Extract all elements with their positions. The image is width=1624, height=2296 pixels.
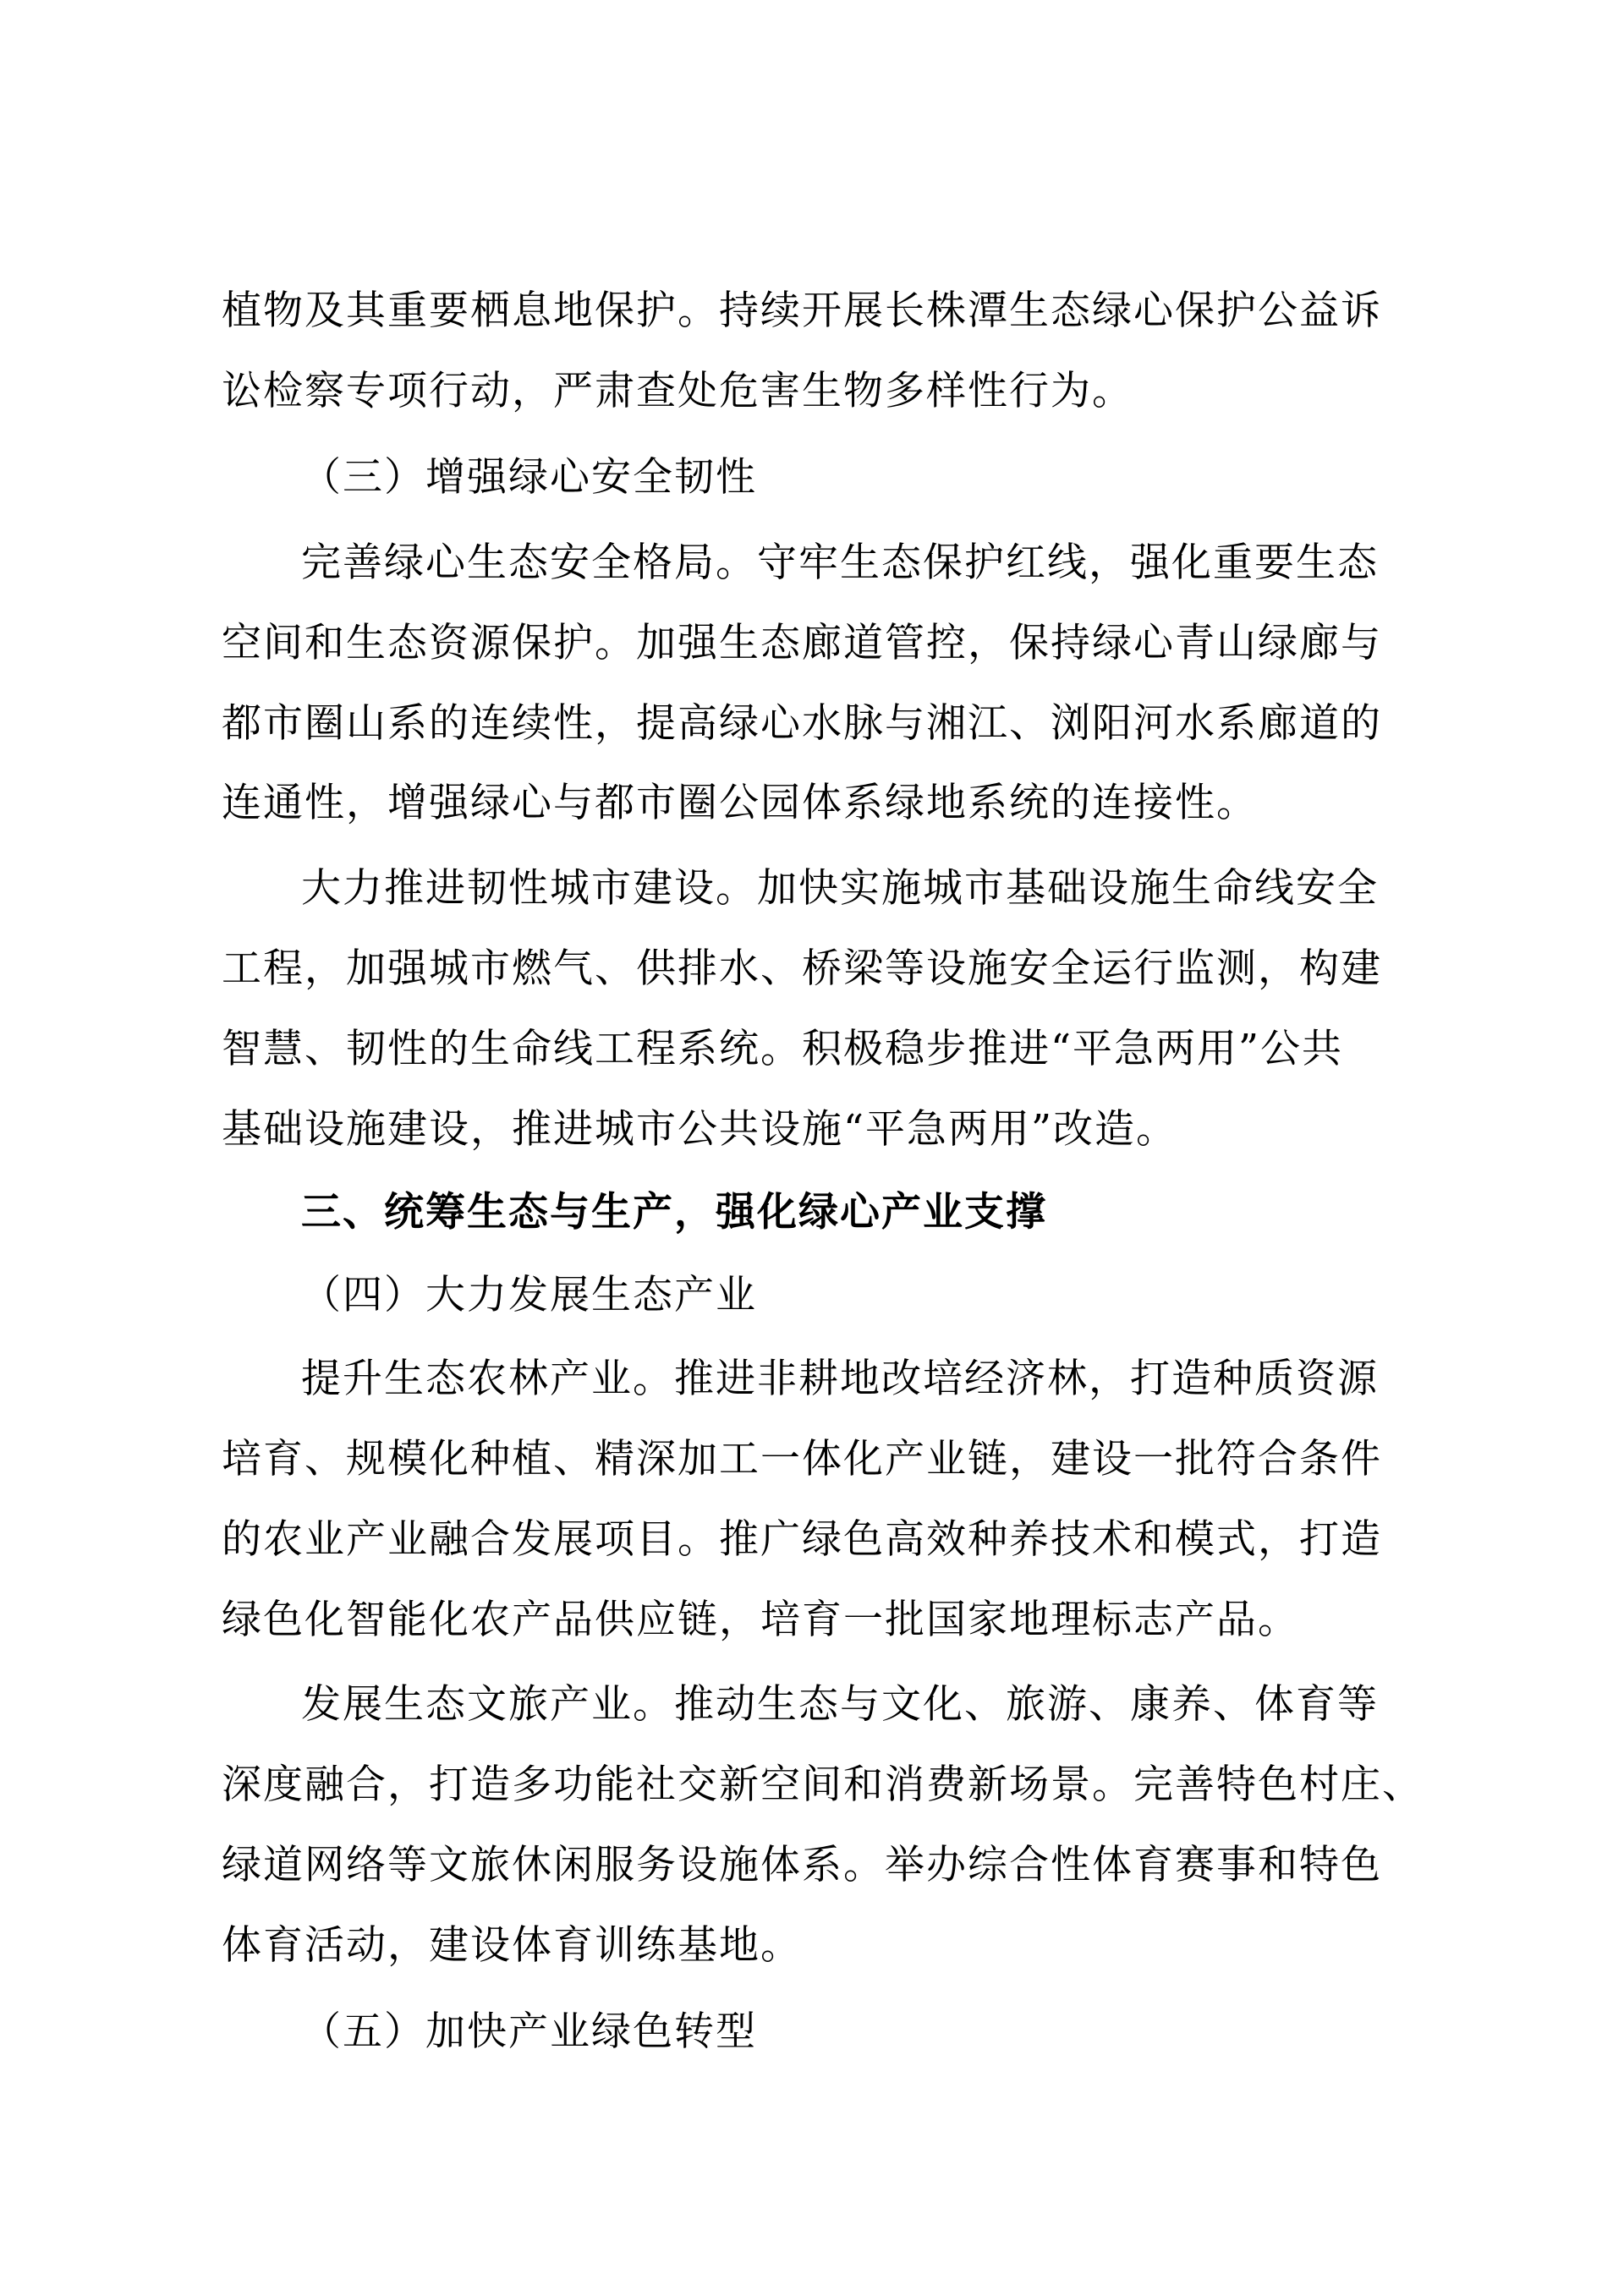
paragraph-line: 体育活动，建设体育训练基地。 [222, 1922, 802, 1969]
paragraph-line: 都市圈山系的连续性，提高绿心水脉与湘江、浏阳河水系廊道的 [222, 700, 1382, 747]
paragraph-line: 讼检察专项行动，严肃查处危害生物多样性行为。 [222, 368, 1133, 414]
paragraph-line: 空间和生态资源保护。加强生态廊道管控，保持绿心青山绿廊与 [222, 620, 1382, 666]
paragraph-line: 提升生态农林产业。推进非耕地改培经济林，打造种质资源 [301, 1356, 1379, 1402]
paragraph-line: 发展生态文旅产业。推动生态与文化、旅游、康养、体育等 [301, 1681, 1379, 1728]
paragraph-line: 的农业产业融合发展项目。推广绿色高效种养技术和模式，打造 [222, 1516, 1382, 1563]
paragraph-line: 植物及其重要栖息地保护。持续开展长株潭生态绿心保护公益诉 [222, 288, 1382, 334]
paragraph-line: 完善绿心生态安全格局。守牢生态保护红线，强化重要生态 [301, 540, 1379, 586]
paragraph-line: 智慧、韧性的生命线工程系统。积极稳步推进“平急两用”公共 [222, 1026, 1344, 1072]
paragraph-line: 绿色化智能化农产品供应链，培育一批国家地理标志产品。 [222, 1597, 1299, 1643]
paragraph-line: 绿道网络等文旅休闲服务设施体系。举办综合性体育赛事和特色 [222, 1842, 1382, 1888]
section-heading: （四）大力发展生态产业 [301, 1272, 757, 1318]
paragraph-line: 连通性，增强绿心与都市圈公园体系绿地系统的连接性。 [222, 780, 1258, 826]
chapter-heading: 三、统筹生态与生产，强化绿心产业支撑 [301, 1189, 1047, 1236]
section-heading: （三）增强绿心安全韧性 [301, 454, 757, 501]
section-heading: （五）加快产业绿色转型 [301, 2008, 757, 2055]
paragraph-line: 基础设施建设，推进城市公共设施“平急两用”改造。 [222, 1106, 1178, 1153]
paragraph-line: 培育、规模化种植、精深加工一体化产业链，建设一批符合条件 [222, 1436, 1382, 1482]
paragraph-line: 大力推进韧性城市建设。加快实施城市基础设施生命线安全 [301, 865, 1379, 912]
paragraph-line: 工程，加强城市燃气、供排水、桥梁等设施安全运行监测，构建 [222, 945, 1382, 992]
paragraph-line: 深度融合，打造多功能社交新空间和消费新场景。完善特色村庄、 [222, 1762, 1424, 1808]
